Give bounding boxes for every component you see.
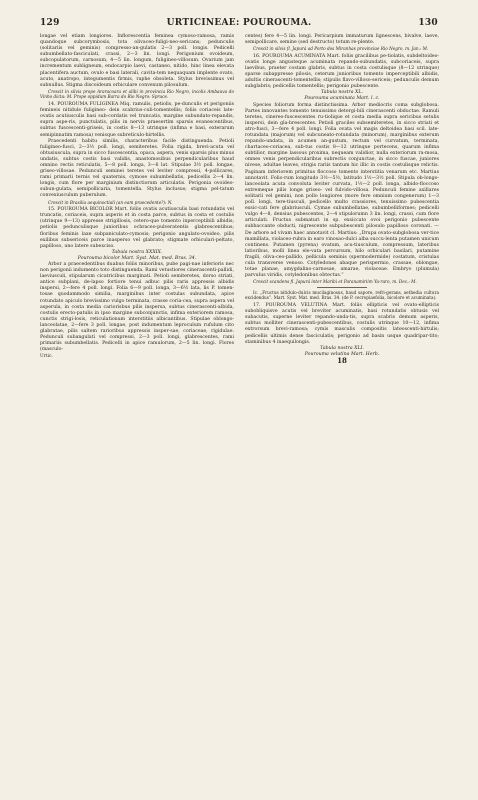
page-number-left: 129 <box>40 18 60 28</box>
signature-number: 18 <box>337 355 347 365</box>
paragraph: Arbor a praecedentibus duabus foliis minoribus, pube pagi-nae inferioris nec non perigonii indumento toto distinguenda. Rami vetustiores cinerascenti-pallidi, laeviusculi, stipularum cicatricibus marginati. Petioli semiteretes, dorso striati, antice subplani, de-lapso fortiore tenui adbuc pilis raris appressis albidis inspersi, 2—fere 4 poll. longi. Folia 6—9 poll. longa, 3—6½ lata, lis P. tomen-tosae quodammodo similia, marginibus inter costulas subundata, apice rotundato apiculo brevissimo vulgo terminata, crasse coria-cea, supra aspera vel asperula, in costa media cariorisbus pilis inspersa, subtus cinerascenti-albida, costulis erecto-patulis in ipso margine subconjunctis, infima exteriorem ramosa, cunctis strigi-losis, reticulationum interstitiis albicantibus. Stipulae oblongo-lanceolatae, 2—fere 3 poll. longae, post indumentum leproculum rufulum cito glabratae, pilis saltem rarioribus appressis insper-sae, coriaceae, rigidulae. Pedunculi subangulati vel compressi, 2—3 poll. longi, glabrescentes, rami primariis subumbellatis. Pedicelli in apice ramulorum, 2—5 lin. longi. Flores (masсulo- <box>40 261 234 353</box>
locality-note: Crescit in silvis fl. Japurá ad Porto dos Miranhas provinciae Rio Negro, m. Jan.: M. <box>253 46 429 52</box>
species-description: 16. POUROUMA ACUMINATA Mart. foliis gracilibus pe-tiolatis, subdeltoideo-ovatis longe angusteque acuminata repando-subundatis, subcoriaceis, supra laevibus, praeter costam glabris, subtus in costa costulisque (8—12 utrinque) sparse subappresse pilosis, ceterum junioribus tomento imperceptibili albidis, adultis cinerascenti-tomentellis; stipulis flavo-villoso-sericeis; pedunculis demum subglabris; pedicellis tomentellis; perigonio pubescente. <box>245 53 439 90</box>
plate-reference: Tabula nostra XLI. <box>320 345 364 351</box>
locality-note: Crescit in silvis prope Araracoara et alibi in provincia Rio Negro, incolis Ambauva do Vinho dicta: M. Prope oppidum Barra do Rio Negro: Spruce. <box>40 88 234 100</box>
right-column <box>245 34 439 366</box>
synonym-line: Pourouma bicolor Mart. Syst. Mat. med. Bras. 34. <box>77 255 197 261</box>
left-column <box>40 34 234 361</box>
paragraph: longae vel etiam longiores. Inflorescentia feminea cymoso-ramosa, ramis quandoque subcorymbosis, tota olivaceo-fuligi-neo-sericans; pedunculis (solitariis vel geminis) compresso-an-gulatis 2—3 poll. longis. Pedicelli subumbellato-fasciculati, crassi, 2—3 lin. longi. Perigonium ovoideum, subcopulatorum, carnosum, 4—5 lin. longum, fuligineo-villosum. Ovarium jam incrementum subligneum, endocarpio laevi, castaneo, nitido, hinc linea elevata placentifera auctum, ovulo e basi laterali, cavita-tem nequaquam implente ovato, acuto, anatropo, integumentis firmis, raphe obsoleta. Stylus brevissimus vel subnullus. Stigma discoideum orbiculare convexum pilosulum. <box>40 34 234 88</box>
divider <box>317 287 367 288</box>
species-description: 17. POUROUMA VELUTINA Mart. foliis ellipticis vel ovato-ellipticis subobliquisve acutis vel breviter acuminatis, basi rotundatis obtusis vel subacutis, superne leviter repando-unda-tis, supra scabris demum asperis, subtus molliter cinerascenti-pubescentibus, costulis utrinque 10—12, infima extrorsum brevi-ramosa; cymis masculis compositis lateoscenti-hirtulis; pedicellis ultimis dense fasciculatis; perigonio ad basin usque quadripar-tito; staminibus 4 inaequilongis. <box>245 303 439 345</box>
locality-note: Crescit in Brasilia aequinoctiali (an eam praecedente?): N. <box>48 199 173 205</box>
paragraph: Praecedenti habitu similis, characteribus facile distinguenda. Petioli fuligineo-fusci, 2—3½ poll. longi, semiteretes. Folia rigida, brevi-acuta vel obtusiuscula, supra in sicco fuscescentia, opaca, aspera, venis sparsis plus minus undatis, subtus costis basi validis, anastomosibus perpendicularibus haud omnino rectis reticulatis, 5—8 poll. longa, 3—6 lat. Stipulae 3½ poll. longae, griseo-villosae. Pedunculi seminei teretes vel leviter compressi, 4-pollicares, rami primarii ternis vel quaternis, cymose subumbellatis, pedicellis 2—4 lin. longis, cum flore per marginium distinctiorum articulatis. Perigonia ovoideo-subun-gulata, semipollicaria, tomentella. Stylus inclusus; stigma pel-tatum convexiusculum puberulum. <box>40 138 234 199</box>
paragraph: Species foliorum forma distinctissima. Arbor mediocris coma subglobosa. Partes innovantes tomento tenuissimo detergi-bili cinerascenti obductae. Ramuli teretes, cinereo-fuscescentes ru-tiolique et costa media supra sericibus setulis inspersi, dein gla-brescentes. Petioli graciles subsemiteretes, in sicco striati et atro-fusci, 3—fere 4 poll. longi. Folia ovata vel magis deltoidea basi scil. late-rotundata (majorum) vel subcuneato-rotundata (minorum), marginibus exterum repando-undata, in acumen an-gustum, rectum vel curvatum, terminata, chartaceo-coriacea, sub-tus costis 8—12 utrinque portecens, quarum infima subtilior, margine lassous proxima, nequeam validior, nulla exteriorum ra-mosa, omnes venis perpendicularibus subrectis conjunctae, in sicco fuscae, juniores nivese, adultae leaves, strigis rariis tantum hic illic in costis costulisque relictis. Paginam inferiorem primitus floccoso tomento interstitia venarum etc. Martius annotavit. Folio-rum longitudo 3½—5½, latitudo 1½—3½ poll. Stipula ob-longo-lanceolata acuta convoluta leviter curvata, 1½—2 poll. longa, albido-floccoso extremeque pilis longe griseo- vel fulvido-villosa. Pedunculi femine axillares solitarii vel gemini, non pollo longiores (more fere omnium congenerum) 1—3 poll. longi, tere-tiusculi, pedicello multo crassiores, tenuissimo pubescentia exsic-cati fere glabriusculi. Cymae subumbellatae, subumbelliformes; pedicelli vulgo 4—8, densius pubescentes, 2—4 stipulorumn 3 lin. longi, crassi, cum flore articulati. Fructus submaturi in sp. exsiccato ovoi perigonio pubescente subbaccante obducti, nigrescente subpubescenti pilosulo papilloso coronati. — De arbore ad vivam haec annotavit cl. Martius: „Drupa ovato-subglobosa ver-tice mamillata, violaceo-rubra in earo vinosao-dulci alba succu-lenta putamen unicum continens. Putamen (pyrena) ovatum, acu-tiusculum, compressum, lateribus latioribus, molli linea ele-vata percursum, hilo orbiculari basilari, putamine fragili, oliva-ceo-pallido, pellicula seminis (spermodermide) costatum, cristulas cula transverse venoso. Cotyledones abaque perispermio, crassae, oblongae, totae planae, amygdalino-carnosae, amarae, violaceae. Embryo (plumula) parvulus viridis, cotyledonibus obtectus.“ <box>245 102 439 279</box>
synonym-line: Pourouma velutina Mart. Herb. <box>304 351 380 357</box>
plate-reference: Tabula nostra XL. <box>321 90 363 96</box>
page-header <box>40 18 438 30</box>
synonym-line: Pourouma acuminata Mart. l. c. <box>304 96 380 102</box>
locality-note: Crescit scandens fl. Japurá inter Maribi et Paranamiriim Ya-ruro, m. Dec.: M. <box>253 279 417 285</box>
species-description: 14. POUROUMA FULIGINEA Miq. ramulis, petiolis, pe-dunculis et perigoniis femineis nitidule fuligineo- dein scabrius-culi-tomentellis; foliis coriaceis late-ovatis acutiusculis basi sub-cordatis vel truncatis, margine subundato-repandis, supra aspe-ris, punctulatis, pilis in nervis praesertim sparsis evanescentibus, subtus fuscescenti-griseis, in costis 8—13 utrinque (infima e basi, exterarum semipinnatim ramosa) venisque subreticulo-hirtellis. <box>40 102 234 138</box>
footnote: Ic. „Fructus nitidulo-dulcis mucilaginosus, haud sapore, refri-gerans, aethedia cultura excidendus“. Mart. Syst. Mat. med. Bras. 34. (de P. cecropiaefolia, bicolore et acuminata). <box>245 289 439 301</box>
signature-line <box>245 355 439 366</box>
page-number-right: 130 <box>418 18 438 28</box>
plate-reference: Tabula nostra XXXIX. <box>111 249 163 255</box>
signature-label: Urtic. <box>40 354 53 360</box>
species-description: 15. POUROUMA BICOLOR Mart. foliis ovatis acutiusculis basi rotundatis vel truncatis, coriaceis, supra asperis et in costa parce, subtus in costa et costulis (utrinque 9—13) appresse strigillosis, cetero-que tomento inperceptibili albidis; petiolis pedunculisque junioribus ochraceo-pulveratentis glabrescentibus; floribus feminis laxe subpaniculato-cymosis; perigonio angulato-ovoideo, pilis exilibus subsericeis parce inaspersо vel glabrato; stigmate orbiculari-peltato, papilloso, uno latere subexciso. <box>40 207 234 249</box>
running-title: URTICINEAE: POUROUMA. <box>166 18 312 28</box>
signature-line <box>40 354 234 361</box>
paragraph: centes) fere 4—5 lin. longi. Pericarpium immaturum lignescens, bivalve, laeve, semipollicare, semine (sed destructo) totum re-plente. <box>245 34 439 46</box>
